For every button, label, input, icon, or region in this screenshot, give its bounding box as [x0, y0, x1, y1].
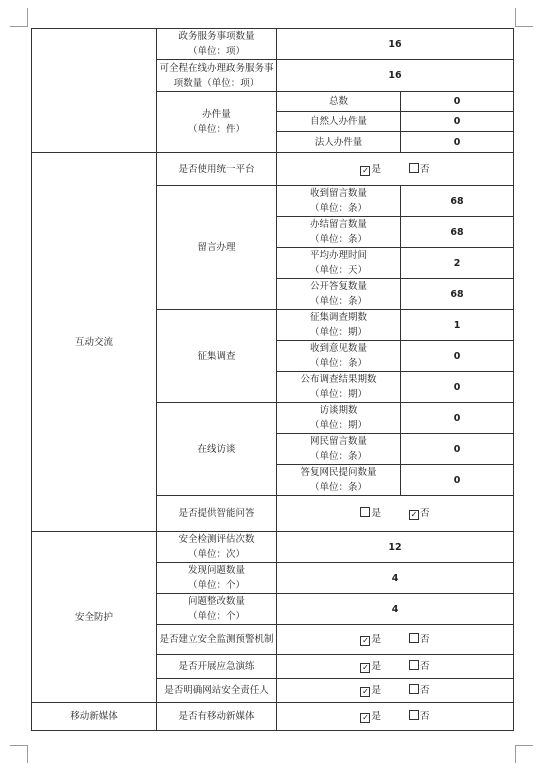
no-option[interactable]: 否	[409, 709, 430, 724]
sub-label-cell: 访谈期数 （单位：期）	[277, 403, 401, 434]
checkbox-cell	[277, 679, 514, 703]
value-cell: 68	[401, 217, 514, 248]
value-cell: 4	[277, 563, 514, 594]
sub-label-cell: 网民留言数量 （单位：条）	[277, 434, 401, 465]
yes-checkbox[interactable]: ✓	[362, 636, 369, 645]
yes-checkbox[interactable]: ✓	[362, 687, 369, 696]
label-cell: 发现问题数量 （单位：个）	[157, 563, 277, 594]
value-cell: 0	[401, 434, 514, 465]
yes-checkbox[interactable]: ✓	[362, 165, 369, 175]
checkbox-cell	[277, 625, 514, 655]
value-cell: 68	[401, 186, 514, 217]
crop-mark	[515, 8, 516, 26]
crop-mark	[515, 745, 516, 763]
label-cell: 留言办理	[157, 186, 277, 310]
value-cell: 0	[401, 372, 514, 403]
label-cell: 是否建立安全监测预警机制	[157, 625, 277, 655]
value-cell: 0	[401, 341, 514, 372]
label-cell: 办件量 （单位：件）	[157, 92, 277, 153]
crop-mark	[27, 745, 28, 763]
value-cell: 68	[401, 279, 514, 310]
value-cell: 2	[401, 248, 514, 279]
yes-checkbox[interactable]: ✓	[362, 713, 369, 722]
label-cell: 是否开展应急演练	[157, 655, 277, 679]
yes-checkbox[interactable]	[360, 507, 370, 517]
checkbox-cell	[277, 153, 514, 186]
crop-mark	[10, 26, 28, 27]
label-cell: 问题整改数量 （单位：个）	[157, 594, 277, 625]
no-option[interactable]: 否	[409, 683, 430, 698]
value-cell: 1	[401, 310, 514, 341]
value-cell: 0	[401, 403, 514, 434]
label-cell: 政务服务事项数量 （单位：项）	[157, 29, 277, 60]
sub-label-cell: 征集调查期数 （单位：期）	[277, 310, 401, 341]
label-cell: 征集调查	[157, 310, 277, 403]
no-checkbox[interactable]	[409, 633, 419, 643]
value-cell: 16	[277, 29, 514, 60]
label-cell: 在线访谈	[157, 403, 277, 496]
sub-label-cell: 收到留言数量 （单位：条）	[277, 186, 401, 217]
sub-label-cell: 公开答复数量 （单位：条）	[277, 279, 401, 310]
sub-label-cell: 法人办件量	[277, 132, 401, 153]
yes-option[interactable]: ✓ 是	[362, 634, 381, 645]
no-option[interactable]: 否	[409, 659, 430, 674]
label-cell: 可全程在线办理政务服务事项数量（单位：项）	[157, 60, 277, 92]
value-cell: 0	[401, 112, 514, 132]
no-option[interactable]: 否	[409, 632, 430, 647]
label-cell: 是否使用统一平台	[157, 153, 277, 186]
label-cell: 是否提供智能问答	[157, 496, 277, 532]
value-cell: 16	[277, 60, 514, 92]
yes-checkbox[interactable]: ✓	[362, 663, 369, 672]
value-cell: 12	[277, 532, 514, 563]
checkbox-cell	[277, 655, 514, 679]
sub-label-cell: 公布调查结果期数 （单位：期）	[277, 372, 401, 403]
sub-label-cell: 总数	[277, 92, 401, 112]
crop-mark	[27, 8, 28, 26]
value-cell: 0	[401, 132, 514, 153]
no-checkbox[interactable]	[409, 660, 419, 670]
sub-label-cell: 办结留言数量 （单位：条）	[277, 217, 401, 248]
sub-label-cell: 自然人办件量	[277, 112, 401, 132]
no-option[interactable]: 否	[409, 162, 430, 177]
yes-option[interactable]: ✓ 是	[362, 163, 381, 175]
value-cell: 0	[401, 465, 514, 496]
checkbox-cell	[277, 703, 514, 731]
no-option[interactable]: ✓ 否	[410, 508, 430, 519]
crop-mark	[10, 745, 28, 746]
section-services	[32, 29, 157, 153]
sub-label-cell: 答复网民提问数量 （单位：条）	[277, 465, 401, 496]
value-cell: 4	[277, 594, 514, 625]
no-checkbox[interactable]	[409, 684, 419, 694]
statistics-table	[31, 28, 514, 731]
crop-mark	[515, 26, 533, 27]
label-cell: 是否明确网站安全责任人	[157, 679, 277, 703]
yes-option[interactable]: ✓ 是	[362, 661, 381, 672]
section-mobile: 移动新媒体	[32, 703, 157, 731]
label-cell: 是否有移动新媒体	[157, 703, 277, 731]
value-cell: 0	[401, 92, 514, 112]
checkbox-cell	[277, 496, 514, 532]
crop-mark	[515, 745, 533, 746]
no-checkbox[interactable]	[409, 710, 419, 720]
label-cell: 安全检测评估次数 （单位：次）	[157, 532, 277, 563]
yes-option[interactable]: ✓ 是	[362, 685, 381, 696]
sub-label-cell: 平均办理时间 （单位：天）	[277, 248, 401, 279]
yes-option[interactable]: ✓ 是	[362, 711, 381, 722]
section-security: 安全防护	[32, 532, 157, 703]
no-checkbox[interactable]: ✓	[410, 510, 418, 519]
sub-label-cell: 收到意见数量 （单位：条）	[277, 341, 401, 372]
section-interaction: 互动交流	[32, 153, 157, 532]
no-checkbox[interactable]	[409, 163, 419, 173]
yes-option[interactable]: 是	[360, 506, 381, 521]
